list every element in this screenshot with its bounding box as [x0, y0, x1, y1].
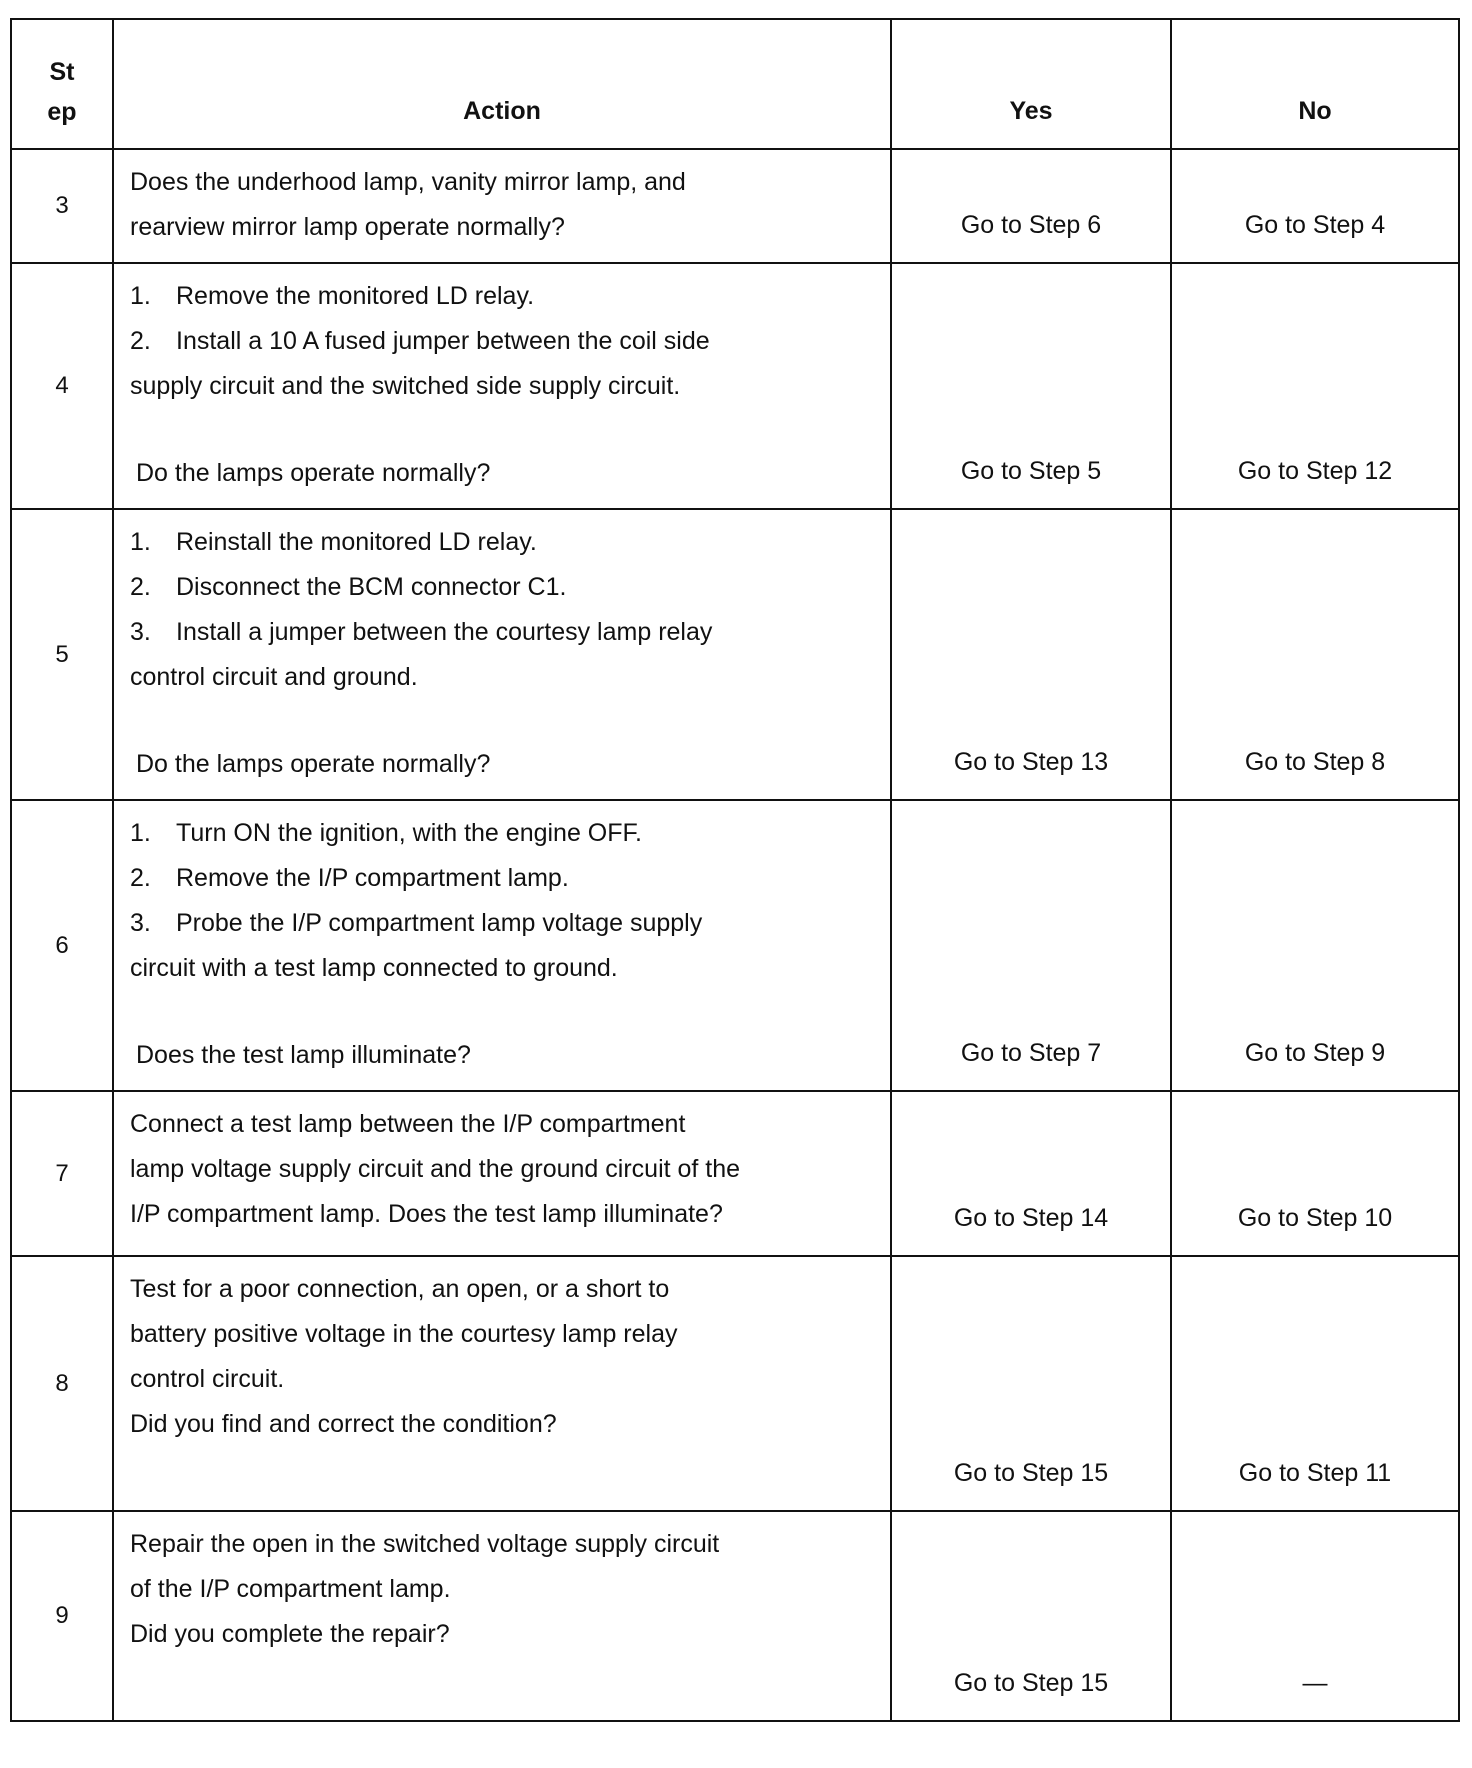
action-text: circuit with a test lamp connected to ground. [130, 954, 618, 982]
no-goto: — [1302, 1669, 1328, 1697]
action-item: 3. Probe the I/P compartment lamp voltage supply [130, 909, 703, 937]
action-text: Did you complete the repair? [130, 1620, 450, 1648]
action-text: control circuit. [130, 1365, 285, 1393]
step-number: 9 [11, 1511, 113, 1721]
action-text: Does the underhood lamp, vanity mirror lamp, and [130, 168, 686, 196]
action-cell [113, 1091, 891, 1256]
header-step-line1: St [49, 58, 75, 86]
no-cell [1171, 1256, 1459, 1511]
action-cell [113, 1511, 891, 1721]
step-number: 3 [11, 149, 113, 263]
no-goto: Go to Step 11 [1238, 1459, 1392, 1487]
yes-goto: Go to Step 15 [953, 1669, 1109, 1697]
step-number: 7 [11, 1091, 113, 1256]
header-no: No [1171, 19, 1459, 149]
yes-cell [891, 149, 1171, 263]
diagnostic-steps-table [10, 18, 1460, 1722]
no-cell [1171, 509, 1459, 800]
no-cell [1171, 263, 1459, 509]
yes-cell [891, 509, 1171, 800]
action-text: Did you find and correct the condition? [130, 1410, 557, 1438]
action-cell [113, 800, 891, 1091]
action-text: Test for a poor connection, an open, or a short to [130, 1275, 670, 1303]
action-text: of the I/P compartment lamp. [130, 1575, 451, 1603]
action-text: I/P compartment lamp. Does the test lamp illuminate? [130, 1200, 723, 1228]
yes-goto: Go to Step 14 [953, 1204, 1109, 1232]
table-row [11, 1256, 1459, 1511]
table-header-row [11, 19, 1459, 149]
yes-cell [891, 800, 1171, 1091]
no-goto: Go to Step 4 [1244, 211, 1386, 239]
yes-goto: Go to Step 5 [960, 457, 1102, 485]
action-text: control circuit and ground. [130, 663, 418, 691]
no-goto: Go to Step 10 [1237, 1204, 1393, 1232]
yes-cell [891, 1256, 1171, 1511]
no-goto: Go to Step 8 [1244, 748, 1386, 776]
yes-goto: Go to Step 15 [953, 1459, 1109, 1487]
action-cell [113, 509, 891, 800]
action-cell [113, 263, 891, 509]
action-item: 2. Install a 10 A fused jumper between the coil side [130, 327, 710, 355]
no-cell [1171, 1511, 1459, 1721]
action-item: 1. Remove the monitored LD relay. [130, 282, 535, 310]
yes-goto: Go to Step 6 [960, 211, 1102, 239]
action-text: Repair the open in the switched voltage supply circuit [130, 1530, 720, 1558]
header-step [11, 19, 113, 149]
yes-cell [891, 1511, 1171, 1721]
action-item: 2. Disconnect the BCM connector C1. [130, 573, 567, 601]
action-item: 1. Reinstall the monitored LD relay. [130, 528, 537, 556]
table-row [11, 1511, 1459, 1721]
header-yes: Yes [891, 19, 1171, 149]
table-row [11, 263, 1459, 509]
step-number: 4 [11, 263, 113, 509]
step-number: 6 [11, 800, 113, 1091]
action-item: 3. Install a jumper between the courtesy lamp relay [130, 618, 713, 646]
no-goto: Go to Step 12 [1237, 457, 1393, 485]
yes-cell [891, 1091, 1171, 1256]
action-question: Does the test lamp illuminate? [136, 1041, 471, 1069]
action-question: Do the lamps operate normally? [136, 459, 491, 487]
action-text: lamp voltage supply circuit and the ground circuit of the [130, 1155, 741, 1183]
table-row [11, 149, 1459, 263]
action-cell [113, 149, 891, 263]
table-row [11, 800, 1459, 1091]
yes-goto: Go to Step 7 [960, 1039, 1102, 1067]
no-cell [1171, 149, 1459, 263]
yes-goto: Go to Step 13 [953, 748, 1109, 776]
action-text: supply circuit and the switched side supply circuit. [130, 372, 681, 400]
header-step-line2: ep [47, 98, 77, 126]
step-number: 8 [11, 1256, 113, 1511]
no-cell [1171, 800, 1459, 1091]
no-cell [1171, 1091, 1459, 1256]
action-cell [113, 1256, 891, 1511]
table-row [11, 509, 1459, 800]
no-goto: Go to Step 9 [1244, 1039, 1386, 1067]
action-text: battery positive voltage in the courtesy lamp relay [130, 1320, 678, 1348]
action-item: 2. Remove the I/P compartment lamp. [130, 864, 569, 892]
step-number: 5 [11, 509, 113, 800]
action-item: 1. Turn ON the ignition, with the engine OFF. [130, 819, 642, 847]
action-text: rearview mirror lamp operate normally? [130, 213, 565, 241]
table-row [11, 1091, 1459, 1256]
header-action: Action [113, 19, 891, 149]
yes-cell [891, 263, 1171, 509]
action-question: Do the lamps operate normally? [136, 750, 491, 778]
action-text: Connect a test lamp between the I/P compartment [130, 1110, 686, 1138]
